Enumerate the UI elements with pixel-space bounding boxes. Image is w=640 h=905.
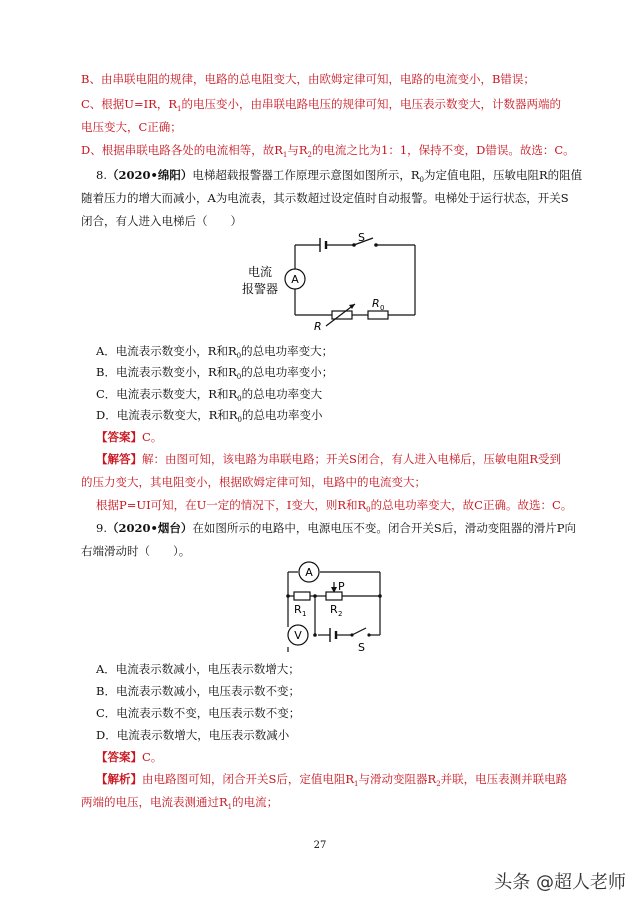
q8-analysis-line3: 根据P=UI可知，在U一定的情况下，I变大，则R和$R_0$的总电功率变大，故C正确。故选：C。: [96, 498, 573, 514]
prev-option-d-analysis: D、根据串联电路各处的电流相等，故$R_1$与$R_2$的电流之比为1：1，保持不变，D错误。故选：C。: [81, 143, 575, 159]
svg-text:R: R: [372, 297, 380, 310]
q9-answer: 【答案】C。: [96, 750, 163, 764]
q9-analysis-line1: 【解析】由电路图可知，闭合开关S后，定值电阻$R_1$与滑动变阻器$R_2$并联，电压表测并联电路: [96, 772, 568, 788]
r1-resistor-icon: [294, 592, 310, 600]
svg-text:S: S: [358, 231, 365, 244]
svg-text:A: A: [291, 273, 299, 286]
prev-option-b-analysis: B、由串联电阻的规律，电路的总电阻变大，由欧姆定律可知，电路的电流变小，B错误；: [81, 72, 535, 86]
svg-text:A: A: [305, 566, 313, 579]
q8-analysis-line1: 【解答】解：由图可知，该电路为串联电路；开关S闭合，有人进入电梯后，压敏电阻R受到: [96, 452, 562, 466]
svg-text:0: 0: [380, 304, 385, 312]
q8-analysis-line2: 的压力变大，其电阻变小，根据欧姆定律可知，电路中的电流变大；: [81, 475, 426, 489]
q9-option-d: D．电流表示数增大，电压表示数减小: [96, 728, 290, 742]
q8-option-b: B．电流表示数变小，R和$R_0$的总电功率变小；: [96, 365, 334, 381]
svg-text:报警器: 报警器: [241, 282, 279, 296]
q8-circuit-diagram: [240, 230, 430, 335]
q9-option-c: C．电流表示数不变，电压表示数不变；: [96, 706, 301, 720]
prev-option-c-analysis: C、根据U=IR，$R_1$的电压变小，由串联电路电压的规律可知，电压表示数变大，计数器两端的: [81, 97, 561, 113]
q9-analysis-line2: 两端的电压，电流表测通过$R_1$的电流；: [81, 795, 279, 811]
svg-text:R: R: [294, 603, 302, 616]
page-number: 27: [313, 840, 327, 851]
svg-text:V: V: [294, 629, 302, 642]
q9-stem-line1: 9.（2020•烟台）在如图所示的电路中，电源电压不变。闭合开关S后，滑动变阻器的滑片P向: [96, 521, 576, 535]
svg-text:R: R: [314, 320, 322, 333]
q9-option-a: A．电流表示数减小，电压表示数增大；: [96, 662, 300, 676]
svg-text:R: R: [330, 603, 338, 616]
q8-stem-line2: 随着压力的增大而减小，A为电流表，其示数超过设定值时自动报警。电梯处于运行状态，开关S: [81, 191, 569, 205]
svg-text:S: S: [358, 641, 365, 654]
q9-stem-line2: 右端滑动时（ ）。: [81, 544, 191, 558]
svg-text:2: 2: [338, 610, 343, 618]
pressure-resistor-icon: [332, 311, 352, 319]
fixed-resistor-icon: [368, 311, 388, 319]
svg-text:电流: 电流: [247, 265, 273, 279]
q8-answer: 【答案】C。: [96, 430, 163, 444]
q8-option-a: A．电流表示数变小，R和$R_0$的总电功率变大；: [96, 344, 334, 360]
watermark: 头条 @超人老师: [494, 872, 626, 893]
q8-option-c: C．电流表示数变大，R和$R_0$的总电功率变大: [96, 387, 323, 403]
q8-stem-line1: 8.（2020•绵阳）电梯超载报警器工作原理示意图如图所示，$R_0$为定值电阻，压敏电阻R的阻值: [96, 168, 583, 184]
q8-option-d: D．电流表示数变大，R和$R_0$的总电功率变小: [96, 408, 323, 424]
q8-stem-line3: 闭合，有人进入电梯后（ ）: [81, 214, 242, 228]
q9-circuit-diagram: [270, 560, 390, 655]
svg-text:P: P: [338, 580, 345, 593]
r2-rheostat-icon: [326, 592, 342, 600]
prev-option-c-analysis-cont: 电压变大，C正确；: [81, 120, 182, 134]
q9-option-b: B．电流表示数减小，电压表示数不变；: [96, 684, 300, 698]
svg-text:1: 1: [302, 610, 307, 618]
